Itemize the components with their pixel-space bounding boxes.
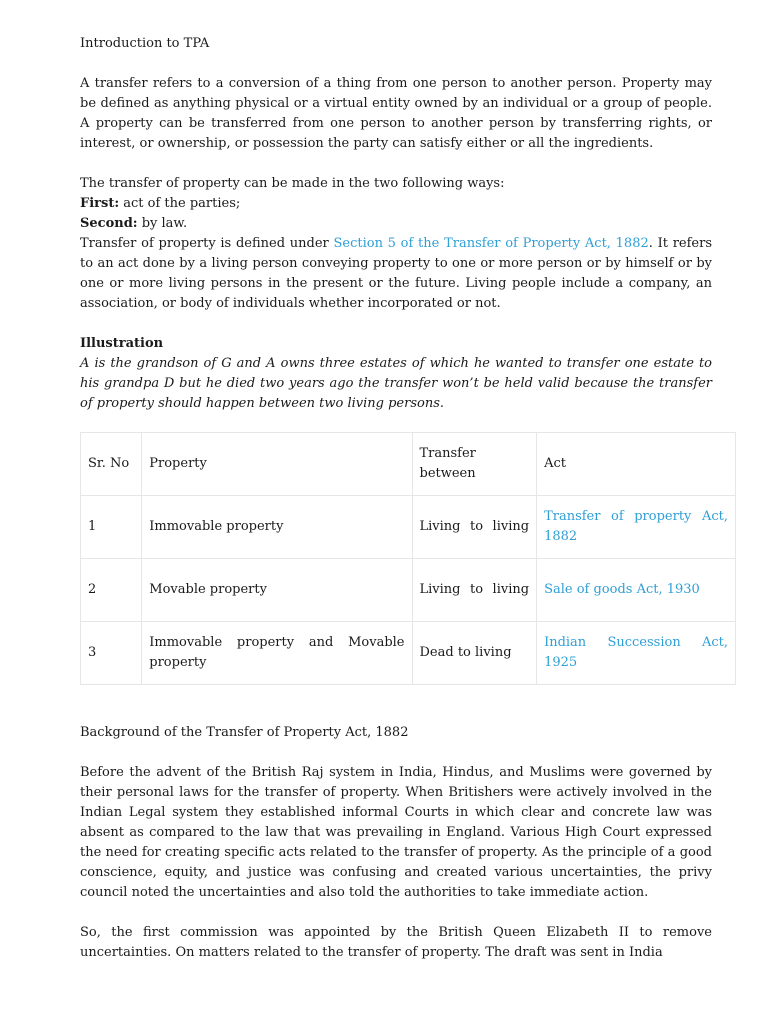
way-second [80,214,712,234]
definition-post: . It refers to an act done by a living person conveying property to one or more person or by himself or by one or more living persons in the present or the future. Living people include a company, an association, or body of individuals whether incorporated or not. [80,236,713,311]
illustration-heading: Illustration [80,336,164,351]
cell-transfer: Living to living [412,496,537,559]
way-second-text: by law. [137,216,188,231]
cell-property: Movable property [142,559,412,622]
transfer-table [80,432,736,685]
intro-paragraph: A transfer refers to a conversion of a thing from one person to another person. Property may be defined as anything physical or a virtual entity owned by an individual or a group of people. A property can be transferred from one person to another person by transferring rights, or interest, or ownership, or possession the party can satisfy either or all the ingredients. [80,76,712,151]
ways-intro: The transfer of property can be made in the two following ways: [80,176,505,191]
table-row [81,622,736,685]
way-first [80,194,712,214]
table-row [81,496,736,559]
header-act: Act [537,433,736,496]
cell-property: Immovable property and Movable property [142,622,412,685]
definition-pre: Transfer of property is defined under [80,236,334,251]
intro-heading: Introduction to TPA [80,36,210,51]
cell-sr: 1 [81,496,142,559]
table-row [81,559,736,622]
definition-paragraph [80,234,712,314]
header-sr: Sr. No [81,433,142,496]
way-first-text: act of the parties; [119,196,241,211]
cell-sr: 2 [81,559,142,622]
table-header-row [81,433,736,496]
background-heading: Background of the Transfer of Property Act, 1882 [80,725,409,740]
cell-property: Immovable property [142,496,412,559]
background-paragraph-1: Before the advent of the British Raj system in India, Hindus, and Muslims were governed by their personal laws for the transfer of property. When Britishers were actively involved in the Indian Legal system they established informal Courts in which clear and concrete law was absent as compared to the law that was prevailing in England. Various High Court expressed the need for creating specific acts related to the transfer of property. As the principle of a good conscience, equity, and justice was confusing and created various uncertainties, the privy council noted the uncertainties and also told the authorities to take immediate action. [80,765,712,900]
header-property: Property [142,433,412,496]
background-paragraph-2: So, the first commission was appointed by the British Queen Elizabeth II to remove uncertainties. On matters related to the transfer of property. The draft was sent in India [80,925,712,960]
cell-act-link[interactable]: Transfer of property Act, 1882 [537,496,736,559]
cell-act-link[interactable]: Sale of goods Act, 1930 [537,559,736,622]
section-5-link[interactable]: Section 5 of the Transfer of Property Act, 1882 [333,236,649,251]
cell-sr: 3 [81,622,142,685]
cell-transfer: Living to living [412,559,537,622]
way-first-label: First: [80,196,120,211]
illustration-text: A is the grandson of G and A owns three estates of which he wanted to transfer one estate to his grandpa D but he died two years ago the transfer won’t be held valid because the transfer of property should happen between two living persons. [80,356,712,411]
document-page [80,34,728,963]
cell-transfer: Dead to living [412,622,537,685]
way-second-label: Second: [80,216,138,231]
header-transfer: Transfer between [412,433,537,496]
cell-act-link[interactable]: Indian Succession Act, 1925 [537,622,736,685]
